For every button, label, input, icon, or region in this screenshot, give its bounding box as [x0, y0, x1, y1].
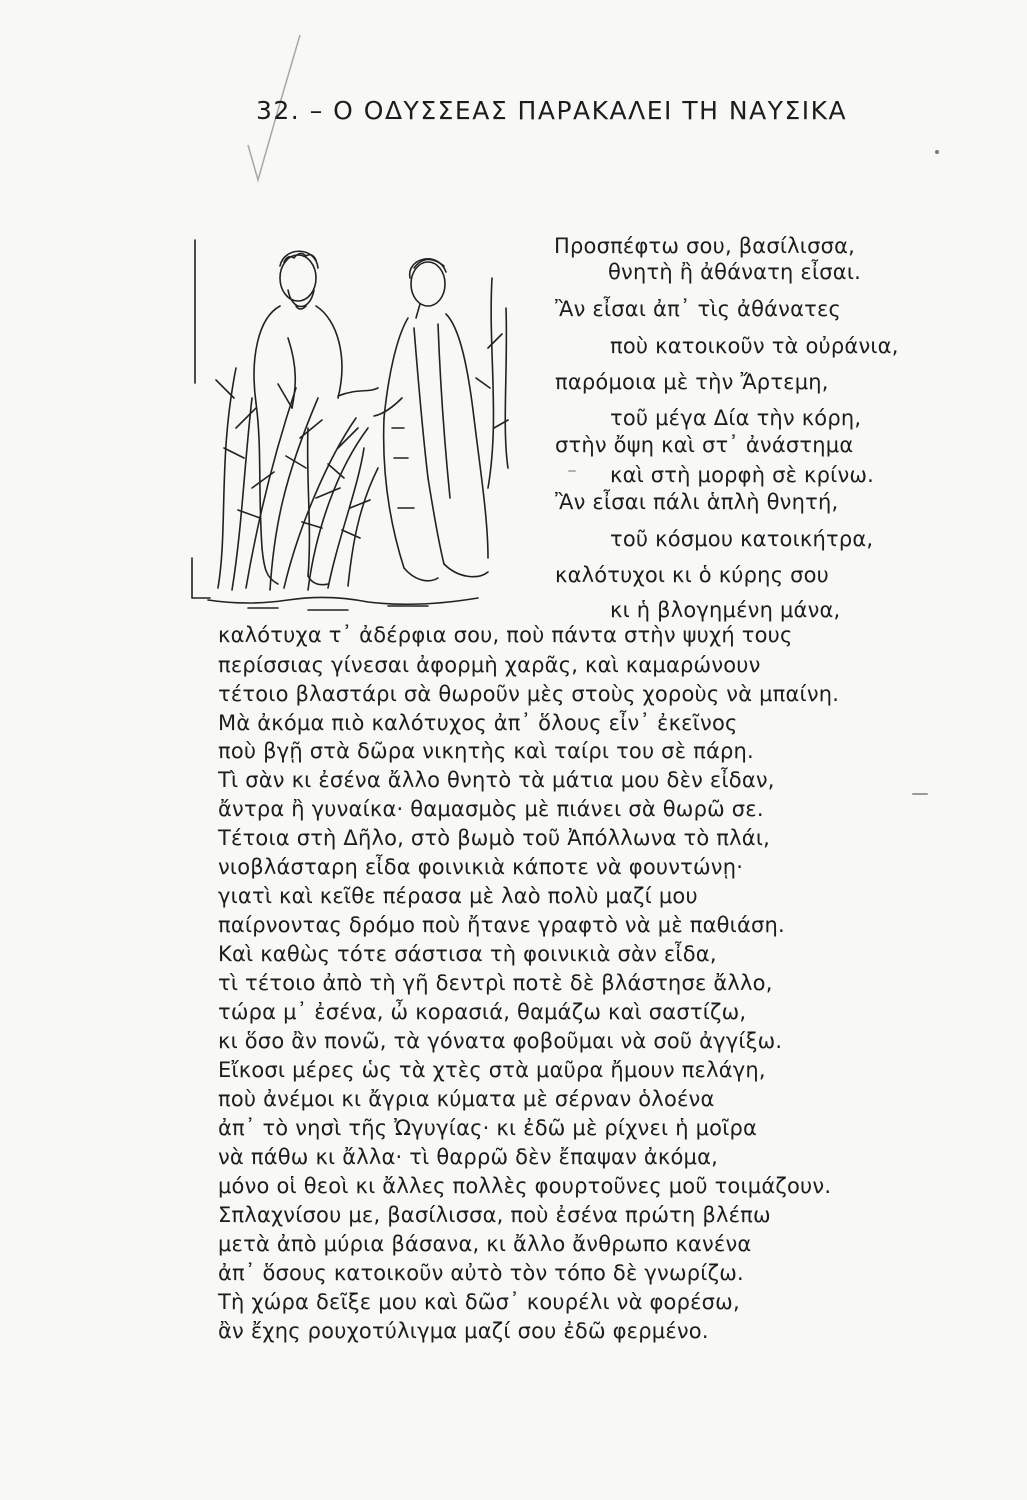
- poem-line: κι ὅσο ἂν πονῶ, τὰ γόνατα φοβοῦμαι νὰ σοῦ ἀγγίξω.: [218, 1029, 783, 1053]
- poem-line: παίρνοντας δρόμο ποὺ ἤτανε γραφτὸ νὰ μὲ παθιάση.: [218, 913, 785, 937]
- poem-line: καλότυχα τ᾽ ἀδέρφια σου, ποὺ πάντα στὴν ψυχή τους: [218, 623, 793, 647]
- poem-line: καὶ στὴ μορφὴ σὲ κρίνω.: [610, 463, 875, 487]
- poem-line: τὶ τέτοιο ἀπὸ τὴ γῆ δεντρὶ ποτὲ δὲ βλάστησε ἄλλο,: [218, 971, 773, 995]
- poem-line: Τὶ σὰν κι ἐσένα ἄλλο θνητὸ τὰ μάτια μου δὲν εἶδαν,: [218, 768, 775, 792]
- poem-line: Ἂν εἶσαι πάλι ἁπλὴ θνητή,: [555, 490, 839, 514]
- speck-mark: [912, 793, 928, 795]
- poem-line: ἀπ᾽ τὸ νησὶ τῆς Ὠγυγίας· κι ἐδῶ μὲ ρίχνει ἡ μοῖρα: [218, 1116, 758, 1140]
- poem-line: ἄντρα ἢ γυναίκα· θαμασμὸς μὲ πιάνει σὰ θωρῶ σε.: [218, 797, 764, 821]
- poem-line: τώρα μ᾽ ἐσένα, ὦ κορασιά, θαμάζω καὶ σαστίζω,: [218, 1000, 747, 1024]
- poem-line: γιατὶ καὶ κεῖθε πέρασα μὲ λαὸ πολὺ μαζί μου: [218, 884, 698, 908]
- poem-line: μετὰ ἀπὸ μύρια βάσανα, κι ἄλλο ἄνθρωπο κανένα: [218, 1232, 752, 1256]
- poem-line: Τὴ χώρα δεῖξε μου καὶ δῶσ᾽ κουρέλι νὰ φορέσω,: [218, 1290, 740, 1314]
- poem-line: Σπλαχνίσου με, βασίλισσα, ποὺ ἐσένα πρώτη βλέπω: [218, 1203, 771, 1227]
- speck-mark: [568, 470, 576, 472]
- poem-line: Τέτοια στὴ Δῆλο, στὸ βωμὸ τοῦ Ἀπόλλωνα τὸ πλάι,: [218, 826, 771, 850]
- poem-line: Ἂν εἶσαι ἀπ᾽ τὶς ἀθάνατες: [555, 297, 842, 321]
- poem-line: Καὶ καθὼς τότε σάστισα τὴ φοινικιὰ σὰν εἶδα,: [218, 942, 717, 966]
- odysseus-nausicaa-illustration-icon: [188, 228, 538, 628]
- speck-mark: [935, 150, 939, 154]
- poem-line: ἀπ᾽ ὅσους κατοικοῦν αὐτὸ τὸν τόπο δὲ γνωρίζω.: [218, 1261, 744, 1285]
- poem-line: στὴν ὄψη καὶ στ᾽ ἀνάστημα: [555, 433, 854, 457]
- poem-line: ποὺ βγῇ στὰ δῶρα νικητὴς καὶ ταίρι του σὲ πάρη.: [218, 739, 754, 763]
- chapter-title: 32. – Ο ΟΔΥΣΣΕΑΣ ΠΑΡΑΚΑΛΕΙ ΤΗ ΝΑΥΣΙΚΑ: [256, 96, 848, 125]
- poem-line: ποὺ κατοικοῦν τὰ οὐράνια,: [610, 334, 899, 358]
- poem-line: ποὺ ἀνέμοι κι ἄγρια κύματα μὲ σέρναν ὁλοένα: [218, 1087, 715, 1111]
- poem-line: νὰ πάθω κι ἄλλα· τὶ θαρρῶ δὲν ἔπαψαν ἀκόμα,: [218, 1145, 719, 1169]
- poem-line: τοῦ μέγα Δία τὴν κόρη,: [610, 406, 862, 430]
- poem-line: Εἴκοσι μέρες ὡς τὰ χτὲς στὰ μαῦρα ἤμουν πελάγη,: [218, 1058, 766, 1082]
- poem-line: Μὰ ἀκόμα πιὸ καλότυχος ἀπ᾽ ὅλους εἶν᾽ ἐκεῖνος: [218, 711, 738, 735]
- poem-line: κι ἡ βλογημένη μάνα,: [610, 598, 841, 622]
- poem-line: μόνο οἱ θεοὶ κι ἄλλες πολλὲς φουρτοῦνες μοῦ τοιμάζουν.: [218, 1174, 832, 1198]
- poem-line: Προσπέφτω σου, βασίλισσα,: [554, 234, 856, 258]
- poem-line: τοῦ κόσμου κατοικήτρα,: [610, 527, 874, 551]
- poem-line: καλότυχοι κι ὁ κύρης σου: [555, 563, 830, 587]
- poem-line: περίσσιας γίνεσαι ἀφορμὴ χαρᾶς, καὶ καμαρώνουν: [218, 653, 761, 677]
- poem-line: ἂν ἔχης ρουχοτύλιγμα μαζί σου ἐδῶ φερμένο.: [218, 1319, 709, 1343]
- poem-line: νιοβλάσταρη εἶδα φοινικιὰ κάποτε νὰ φουντώνῃ·: [218, 855, 744, 879]
- poem-line: τέτοιο βλαστάρι σὰ θωροῦν μὲς στοὺς χοροὺς νὰ μπαίνη.: [218, 682, 840, 706]
- poem-line: θνητὴ ἢ ἀθάνατη εἶσαι.: [608, 260, 862, 284]
- poem-line: παρόμοια μὲ τὴν Ἄρτεμη,: [555, 370, 829, 394]
